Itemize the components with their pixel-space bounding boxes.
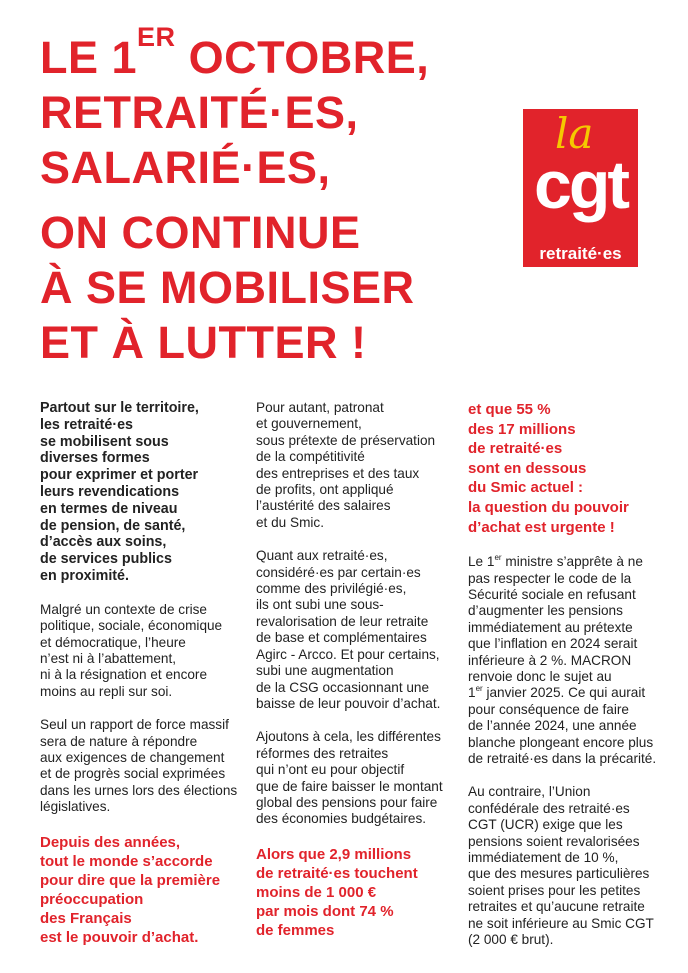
reformes-paragraph — [256, 729, 456, 827]
text-line: et gouvernement, — [256, 416, 362, 432]
text-line: du Smic actuel : — [468, 479, 584, 497]
text-line: et démocratique, l’heure — [40, 634, 186, 650]
urgence-highlight — [468, 400, 653, 537]
text-line: ils ont subi une sous- — [256, 597, 384, 613]
text-line: Agirc - Arcco. Et pour certains, — [256, 646, 440, 662]
text-line: les retraité·es — [40, 416, 133, 433]
column-2 — [256, 400, 456, 957]
text-line: réformes des retraites — [256, 745, 389, 761]
headline-line-6: ET À LUTTER ! — [40, 317, 367, 368]
text-line: inférieure à 2 %. MACRON — [468, 652, 632, 668]
text-line: pour conséquence de faire — [468, 701, 629, 717]
ministre-end-lines — [468, 701, 657, 768]
text-line: pas respecter le code de la — [468, 570, 632, 586]
intro-paragraph — [40, 400, 245, 585]
text-line: sera de nature à répondre — [40, 733, 198, 749]
text-line: politique, sociale, économique — [40, 618, 223, 634]
text-line: tout le monde s’accorde — [40, 852, 213, 870]
text-line: retraites et qu’aucune retraite — [468, 899, 645, 915]
headline-line-3: SALARIÉ·ES, — [40, 142, 331, 193]
text-line: des économies budgétaires. — [256, 811, 427, 827]
text-line: de la compétitivité — [256, 449, 365, 465]
ministre-date-line: 1er janvier 2025. Ce qui aurait — [468, 684, 646, 701]
text-line: global des pensions pour faire — [256, 794, 438, 810]
text-line: comme des privilégié·es, — [256, 581, 407, 597]
text-line: moins de 1 000 € — [256, 883, 377, 901]
cgt-retraites-logo — [523, 109, 638, 267]
text-line: Pour autant, patronat — [256, 400, 384, 415]
text-line: ni à la résignation et encore — [40, 667, 208, 683]
text-line: Au contraire, l’Union — [468, 784, 591, 800]
text-line: d’achat est urgente ! — [468, 518, 615, 536]
text-line: la question du pouvoir — [468, 498, 629, 516]
text-line: législatives. — [40, 799, 111, 815]
text-line: Depuis des années, — [40, 833, 181, 851]
headline-line-5: À SE MOBILISER — [40, 262, 415, 313]
text-line: des 17 millions — [468, 420, 576, 438]
text-line: de retraité·es dans la précarité. — [468, 751, 657, 767]
text-line: Alors que 2,9 millions — [256, 845, 412, 863]
text-line: Malgré un contexte de crise — [40, 601, 207, 617]
ministre-first-line: Le 1er ministre s’apprête à ne — [468, 553, 643, 570]
headline-line-2: RETRAITÉ·ES, — [40, 87, 359, 138]
text-line: pour exprimer et porter — [40, 467, 199, 484]
text-line: dans les urnes lors des élections — [40, 782, 238, 798]
text-line: et de progrès social exprimées — [40, 766, 226, 782]
text-line: pour dire que la première — [40, 871, 221, 889]
text-line: confédérale des retraité·es — [468, 800, 630, 816]
text-line: renvoie donc le sujet au — [468, 669, 612, 684]
context-paragraph — [40, 602, 245, 700]
headline-line-4: ON CONTINUE — [40, 207, 361, 258]
text-line: d’accès aux soins, — [40, 534, 167, 551]
text-line: aux exigences de changement — [40, 750, 225, 766]
text-line: se mobilisent sous — [40, 433, 169, 450]
text-line: n’est ni à l’abattement, — [40, 650, 177, 666]
text-line: de retraité·es touchent — [256, 864, 418, 882]
text-line: que l’inflation en 2024 serait — [468, 636, 638, 652]
text-line: considéré·es par certain·es — [256, 564, 421, 580]
text-line: (2 000 € brut). — [468, 932, 554, 948]
text-line: par mois dont 74 % — [256, 902, 394, 920]
text-line: immédiatement au prétexte — [468, 619, 633, 635]
text-line: subi une augmentation — [256, 663, 394, 679]
text-line: pensions soient revalorisées — [468, 833, 640, 849]
statistics-highlight — [256, 845, 456, 940]
ministre-paragraph — [468, 553, 657, 767]
text-line: est le pouvoir d’achat. — [40, 928, 199, 946]
text-line: de base et complémentaires — [256, 630, 427, 646]
text-line: de services publics — [40, 551, 172, 568]
text-line: baisse de leur pouvoir d’achat. — [256, 695, 441, 711]
column-3 — [468, 400, 657, 966]
text-line: Quant aux retraité·es, — [256, 548, 388, 564]
text-line: Seul un rapport de force massif — [40, 717, 229, 733]
text-line: de retraité·es — [468, 440, 563, 458]
text-line: préoccupation — [40, 890, 144, 908]
text-line: soient prises pour les petites — [468, 882, 641, 898]
text-line: en termes de niveau — [40, 500, 178, 517]
text-line: immédiatement de 10 %, — [468, 850, 619, 866]
text-line: diverses formes — [40, 450, 150, 467]
rapport-de-force-paragraph — [40, 717, 245, 815]
text-line: des Français — [40, 909, 132, 927]
text-line: sous prétexte de préservation — [256, 432, 436, 448]
text-line: des entreprises et des taux — [256, 465, 420, 481]
pouvoir-achat-highlight — [40, 833, 245, 947]
austerite-paragraph — [256, 400, 456, 531]
text-line: qui n’ont eu pour objectif — [256, 762, 405, 778]
text-line: Sécurité sociale en refusant — [468, 586, 636, 602]
text-line: d’augmenter les pensions — [468, 603, 623, 619]
revalorisation-paragraph — [256, 548, 456, 712]
text-line: sont en dessous — [468, 459, 587, 477]
text-line: et du Smic. — [256, 514, 324, 530]
logo-la-text: la — [555, 109, 594, 158]
logo-cgt-text: cgt — [534, 147, 627, 223]
logo-retraitees-text: retraité·es — [539, 244, 622, 263]
headline — [40, 22, 490, 370]
text-line: de profits, ont appliqué — [256, 482, 394, 498]
text-line: moins au repli sur soi. — [40, 683, 173, 699]
text-line: Partout sur le territoire, — [40, 400, 199, 416]
ministre-body-lines — [468, 571, 653, 686]
headline-line-1: LE 1ER OCTOBRE, — [40, 22, 430, 83]
text-line: CGT (UCR) exige que les — [468, 817, 623, 833]
text-line: leurs revendications — [40, 483, 180, 500]
column-1 — [40, 400, 245, 964]
text-line: que des mesures particulières — [468, 866, 650, 882]
text-line: de l’année 2024, une année — [468, 718, 637, 734]
text-line: ne soit inférieure au Smic CGT — [468, 915, 654, 931]
text-line: blanche plongeant encore plus — [468, 734, 654, 750]
text-line: revalorisation de leur retraite — [256, 613, 429, 629]
text-line: en proximité. — [40, 567, 129, 584]
text-line: l’austérité des salaires — [256, 498, 391, 514]
ucr-exigence-paragraph — [468, 784, 653, 948]
text-line: Ajoutons à cela, les différentes — [256, 729, 441, 745]
text-line: et que 55 % — [468, 401, 551, 418]
text-line: de pension, de santé, — [40, 517, 186, 534]
text-line: que de faire baisser le montant — [256, 778, 443, 794]
text-line: de la CSG occasionnant une — [256, 679, 430, 695]
text-line: de femmes — [256, 921, 335, 939]
